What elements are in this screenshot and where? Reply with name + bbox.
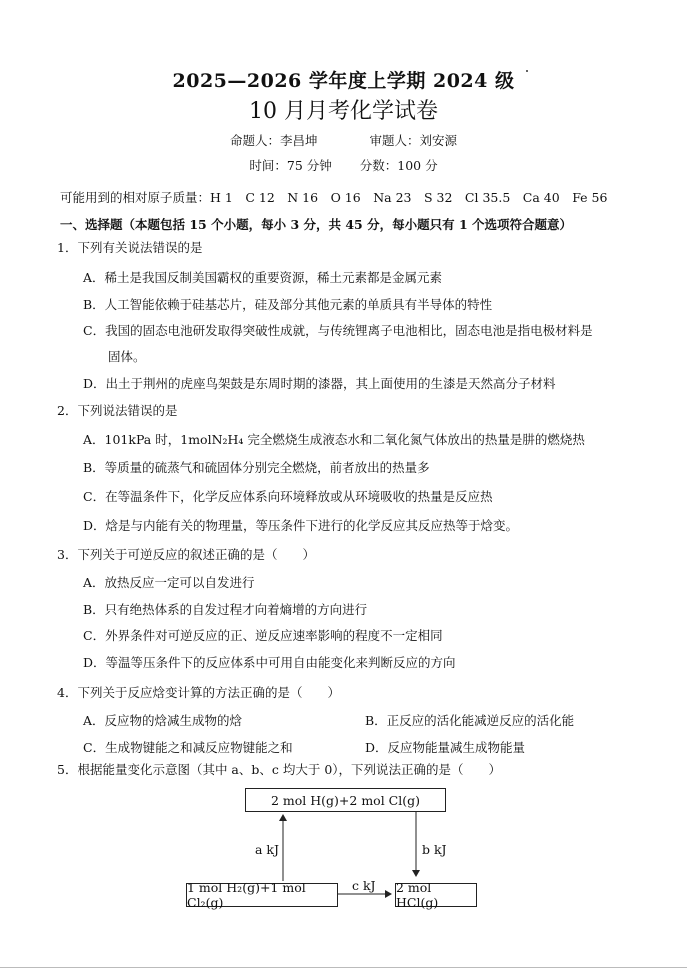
author: 命题人：李昌坤 (229, 133, 318, 148)
question-5-stem: 5．根据能量变化示意图（其中 a、b、c 均大于 0），下列说法正确的是（ ） (57, 762, 502, 777)
exam-score: 分数：100 分 (359, 158, 438, 173)
atomic-masses: 可能用到的相对原子质量：H 1 C 12 N 16 O 16 Na 23 S 32 Cl 35.5 Ca 40 Fe 56 (60, 190, 608, 205)
question-4-option-d: D．反应物能量减生成物能量 (365, 740, 526, 755)
question-3-option-c: C．外界条件对可逆反应的正、逆反应速率影响的程度不一定相同 (83, 628, 443, 643)
question-3-option-b: B．只有绝热体系的自发过程才向着熵增的方向进行 (83, 602, 368, 617)
section-title: 一、选择题（本题包括 15 个小题，每小 3 分，共 45 分，每小题只有 1 个选项符合题意） (60, 217, 573, 232)
page-bottom-edge (0, 967, 687, 968)
question-4-stem: 4．下列关于反应焓变计算的方法正确的是（ ） (57, 685, 340, 700)
question-4-option-c: C．生成物键能之和减反应物键能之和 (83, 740, 293, 755)
question-1-option-a: A．稀土是我国反制美国霸权的重要资源，稀土元素都是金属元素 (83, 270, 443, 285)
question-2-option-d: D．焓是与内能有关的物理量，等压条件下进行的化学反应其反应热等于焓变。 (83, 518, 519, 533)
question-4-option-a: A．反应物的焓减生成物的焓 (83, 713, 243, 728)
question-1-option-d: D．出土于荆州的虎座鸟架鼓是东周时期的漆器，其上面使用的生漆是天然高分子材料 (83, 376, 556, 391)
box-atoms: 2 mol H(g)+2 mol Cl(g) (245, 788, 446, 812)
label-a: a kJ (255, 842, 280, 857)
question-3-option-a: A．放热反应一定可以自发进行 (83, 575, 255, 590)
box-reactants: 1 mol H₂(g)+1 mol Cl₂(g) (186, 883, 338, 907)
question-2-option-c: C．在等温条件下，化学反应体系向环境释放或从环境吸收的热量是反应热 (83, 489, 493, 504)
label-c: c kJ (352, 878, 376, 893)
exam-title-line1: 2025—2026 学年度上学期 2024 级 (172, 70, 515, 92)
question-2-option-a: A．101kPa 时，1molN₂H₄ 完全燃烧生成液态水和二氧化氮气体放出的热量是肼的燃烧热 (83, 432, 585, 447)
reviewer: 审题人：刘安源 (369, 133, 457, 148)
question-2-option-b: B．等质量的硫蒸气和硫固体分别完全燃烧，前者放出的热量多 (83, 460, 430, 475)
box-product: 2 mol HCl(g) (395, 883, 477, 907)
question-2-stem: 2．下列说法错误的是 (57, 403, 178, 418)
question-1-stem: 1．下列有关说法错误的是 (57, 240, 203, 255)
exam-time: 时间：75 分钟 (249, 158, 332, 173)
question-3-option-d: D．等温等压条件下的反应体系中可用自由能变化来判断反应的方向 (83, 655, 456, 670)
exam-title-line2: 10 月月考化学试卷 (249, 99, 438, 124)
label-b: b kJ (422, 842, 447, 857)
question-1-option-c-continued: 固体。 (108, 349, 146, 364)
question-1-option-b: B．人工智能依赖于硅基芯片，硅及部分其他元素的单质具有半导体的特性 (83, 297, 493, 312)
question-4-option-b: B．正反应的活化能减逆反应的活化能 (365, 713, 575, 728)
question-3-stem: 3．下列关于可逆反应的叙述正确的是（ ） (57, 547, 315, 562)
question-1-option-c: C．我国的固态电池研发取得突破性成就，与传统锂离子电池相比，固态电池是指电极材料是 (83, 323, 593, 338)
